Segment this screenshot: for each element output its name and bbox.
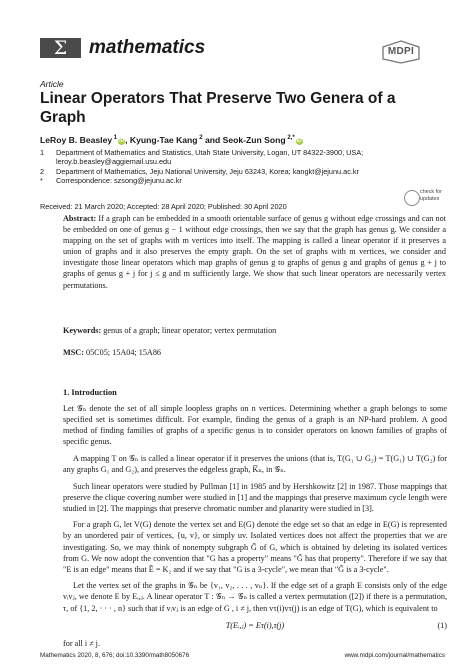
abstract-label: Abstract: bbox=[63, 214, 97, 223]
check-updates-line2: updates bbox=[420, 195, 440, 202]
correspondence bbox=[40, 176, 450, 185]
msc-classification bbox=[63, 348, 446, 357]
author-affiliation-mark: 1 bbox=[112, 135, 118, 142]
author-name: Seok-Zun Song bbox=[222, 135, 286, 145]
author-separator: and bbox=[202, 135, 223, 145]
affiliation-1 bbox=[40, 148, 450, 167]
article-type: Article bbox=[40, 79, 64, 89]
author-separator: , bbox=[125, 135, 130, 145]
affiliation-mark: 2 bbox=[40, 166, 45, 176]
footer-journal-url[interactable]: www.mdpi.com/journal/mathematics bbox=[344, 652, 445, 659]
affiliation-text: Department of Mathematics, Jeju National University, Jeju 63243, Korea; kangkt@jejunu.ac.kr bbox=[56, 166, 359, 176]
check-updates-line1: check for bbox=[420, 189, 442, 195]
paragraph: for all i ≠ j. bbox=[63, 638, 101, 648]
msc-text: 05C05; 15A04; 15A86 bbox=[85, 348, 162, 357]
keywords-text: genus of a graph; linear operator; vertex permutation bbox=[103, 326, 277, 335]
msc-label: MSC: bbox=[63, 348, 84, 357]
check-updates-icon bbox=[404, 190, 420, 206]
paragraph: Let the vertex set of the graphs in 𝒢ₙ be {v₁, v₂, . . . , vₙ}. If the edge set of a graph E consists only of the edge vᵢvⱼ, we denote E by Eᵢ,ⱼ. A linear operator T : 𝒢ₙ → 𝒢ₙ is called a vertex permutation ([2]) if there is a permutation, τ, of {1, 2, · · · , n} such that if vᵢvⱼ is an edge of G , i ≠ j, then vτ(i)vτ(j) is an edge of T(G), which is equivalent to bbox=[63, 581, 447, 613]
paragraph: A mapping T on 𝒢ₙ is called a linear operator if it preserves the unions (that is, T(G₁ ∪ G₂) = T(G₁) ∪ T(G₂) for any graphs G₁ and G₂), and preserves the edgeless graph, K̅ₙ, in 𝒢ₙ. bbox=[63, 453, 447, 474]
affiliation-mark: 1 bbox=[40, 148, 45, 157]
paragraph: Such linear operators were studied by Pullman [1] in 1985 and by Hershkowitz [2] in 1987. Those mappings that preserve the clique covering number were studied in [1] and the mappings that preserve maximum cycle length were studied in [2]. The mappings that preserve chromatic number and planarity were studied in [3]. bbox=[63, 481, 447, 513]
journal-logo bbox=[40, 38, 81, 58]
orcid-icon[interactable]: iD bbox=[296, 138, 302, 144]
paragraph: For a graph G, let V(G) denote the vertex set and E(G) denote the edge set so that an edge in E(G) is represented by an unordered pair of vertices, {u, v}, or simply uv. Isolated vertices does not affect the properties that we are investigating. So, we may think of nonempty subgraph G̃ of G, which is obtained by deleting its isolated vertices from G. We now adopt the convention that "G has a property" means "G̃ has that property". Therefore if we say that "E is an edge" means that Ẽ = K₂ and if we say that "G is a 3-cycle", we mean that "G̃ is a 3-cycle". bbox=[63, 520, 447, 574]
mdpi-logo-text: MDPI bbox=[387, 46, 415, 57]
footer-citation: Mathematics 2020, 8, 676; doi:10.3390/math8050676 bbox=[40, 652, 190, 659]
equation-expression: T(Eᵢ,ⱼ) = Eτ(i),τ(j) bbox=[225, 620, 285, 630]
affiliation-mark: * bbox=[40, 176, 43, 186]
check-updates-text bbox=[420, 189, 442, 202]
affiliation-text: Correspondence: szsong@jejunu.ac.kr bbox=[56, 176, 182, 186]
equation-number: (1) bbox=[437, 620, 447, 630]
journal-name: mathematics bbox=[89, 37, 206, 58]
keywords-label: Keywords: bbox=[63, 326, 102, 335]
author-name: Kyung-Tae Kang bbox=[129, 135, 198, 145]
sigma-logo-glyph: Σ bbox=[53, 37, 68, 59]
affiliation-2 bbox=[40, 167, 450, 176]
mdpi-logo[interactable] bbox=[381, 40, 421, 64]
abstract-text: If a graph can be embedded in a smooth orientable surface of genus g without edge crossings and can not be embedded on one of genus g − 1 without edge crossings, then we say that the graph has genus g. We consider a mapping on the set of graphs with m vertices into itself. The mapping is called a linear operator if it preserves a union of graphs and it also preserves the empty graph. On the set of graphs with m vertices, we consider and investigate those linear operators which map graphs of genus g to graphs of genus g and graphs of genus g + j to graphs of genus g + j for j ≤ g and m sufficiently large. We show that such linear operators are necessarily vertex permutations. bbox=[63, 214, 447, 290]
affiliations bbox=[40, 148, 450, 186]
affiliation-text: Department of Mathematics and Statistics, Utah State University, Logan, UT 84322-3900, USA; leroy.b.beasley@aggiemail.usu.edu bbox=[56, 148, 364, 167]
author-affiliation-mark: 2 bbox=[197, 135, 203, 142]
author-name: LeRoy B. Beasley bbox=[40, 135, 113, 145]
paper-title: Linear Operators That Preserve Two Genera of a Graph bbox=[40, 90, 396, 126]
publication-dates: Received: 21 March 2020; Accepted: 28 April 2020; Published: 30 April 2020 bbox=[40, 202, 287, 211]
keywords bbox=[63, 326, 446, 335]
equation-1 bbox=[63, 618, 447, 634]
paragraph: Let 𝒢ₙ denote the set of all simple loopless graphs on n vertices. Determining whether a graph belongs to some specified set is sometimes difficult. For example, finding the genus of a graph is an NP-hard problem. A good method of finding families of graphs of a specific genus is to consider operators on known families of graphs of specific genus. bbox=[63, 404, 447, 447]
orcid-icon[interactable]: iD bbox=[119, 138, 125, 144]
introduction-body bbox=[63, 403, 447, 654]
author-affiliation-mark: 2,* bbox=[285, 135, 295, 142]
check-for-updates-badge[interactable] bbox=[404, 188, 444, 208]
author-list bbox=[40, 135, 303, 145]
abstract bbox=[63, 213, 446, 291]
section-heading: 1. Introduction bbox=[63, 388, 117, 397]
